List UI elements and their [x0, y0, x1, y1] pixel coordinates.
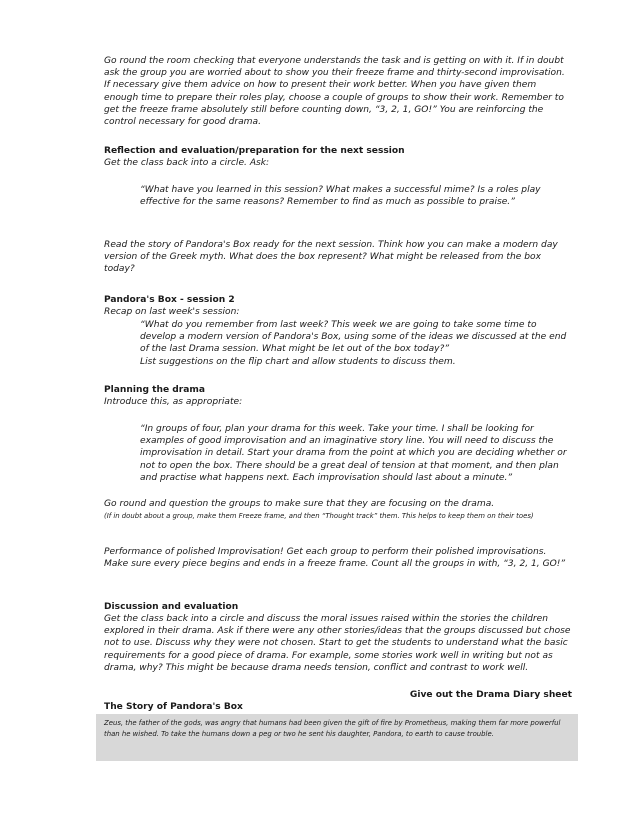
reflection-quote: “What have you learned in this session? What makes a successful mime? Is a roles play effective for the same reasons? Remember to find as much as possible to praise.”	[140, 185, 541, 208]
discussion-body: Get the class back into a circle and discuss the moral issues raised within the stories the children explored in their drama. Ask if there were any other stories/ideas that the groups discussed but chose not to use. Discuss why they were not chosen. Start to get the students to understand what the basic requirements for a good piece of drama. For example, some stories work well in writing but not as drama, why? This might be because drama needs tension, conflict and contrast to work well.	[104, 614, 571, 673]
reflection-instruction: Get the class back into a circle. Ask:	[104, 158, 270, 168]
session2-recap: Recap on last week's session:	[104, 307, 240, 317]
session2-list-note: List suggestions on the flip chart and allow students to discuss them.	[140, 357, 456, 367]
planning-heading: Planning the drama	[104, 385, 206, 395]
planning-quote: “In groups of four, plan your drama for this week. Take your time. I shall be looking for examples of good improvisation and an imaginative story line. You will need to discuss the improvisation in detail. Start your drama from the point at which you are deciding whether or not to open the box. There should be a great deal of tension at that moment, and then plan and practise what happens next. Each improvisation should last about a minute.”	[140, 424, 567, 483]
performance-paragraph: Performance of polished Improvisation! Get each group to perform their polished improvisations. Make sure every piece begins and ends in a freeze frame. Count all the groups in with, “3, 2, 1, GO!”	[104, 547, 566, 570]
story-heading: The Story of Pandora's Box	[104, 702, 243, 712]
story-text: Zeus, the father of the gods, was angry that humans had been given the gift of fire by Prometheus, making them far more powerful than he wished. To take the humans down a peg or two he sent his daughter, Pandora, to earth to cause trouble.	[104, 719, 561, 738]
discussion-heading: Discussion and evaluation	[104, 602, 239, 612]
session2-quote: “What do you remember from last week? This week we are going to take some time to develop a modern version of Pandora's Box, using some of the ideas we discussed at the end of the last Drama session. What might be let out of the box today?”	[140, 320, 567, 355]
session2-heading: Pandora's Box - session 2	[104, 295, 235, 305]
planning-go-round: Go round and question the groups to make sure that they are focusing on the drama.	[104, 499, 495, 509]
story-preparation-note: Read the story of Pandora's Box ready for the next session. Think how you can make a modern day version of the Greek myth. What does the box represent? What might be released from the box today?	[104, 240, 558, 275]
planning-instruction: Introduce this, as appropriate:	[104, 397, 243, 407]
reflection-heading: Reflection and evaluation/preparation for the next session	[104, 146, 405, 156]
intro-paragraph: Go round the room checking that everyone understands the task and is getting on with it. If in doubt ask the group you are worried about to show you their freeze frame and thirty-second improvisation. If necessary give them advice on how to present their work better. When you have given them enough time to prepare their roles play, choose a couple of groups to show their work. Remember to get the freeze frame absolutely still before counting down, “3, 2, 1, GO!” You are reinforcing the control necessary for good drama.	[104, 56, 565, 128]
planning-small-note: (If in doubt about a group, make them Freeze frame, and then “Thought track” them. This helps to keep them on their toes)	[104, 512, 534, 520]
drama-diary-note: Give out the Drama Diary sheet	[409, 690, 572, 700]
story-box	[96, 714, 578, 761]
